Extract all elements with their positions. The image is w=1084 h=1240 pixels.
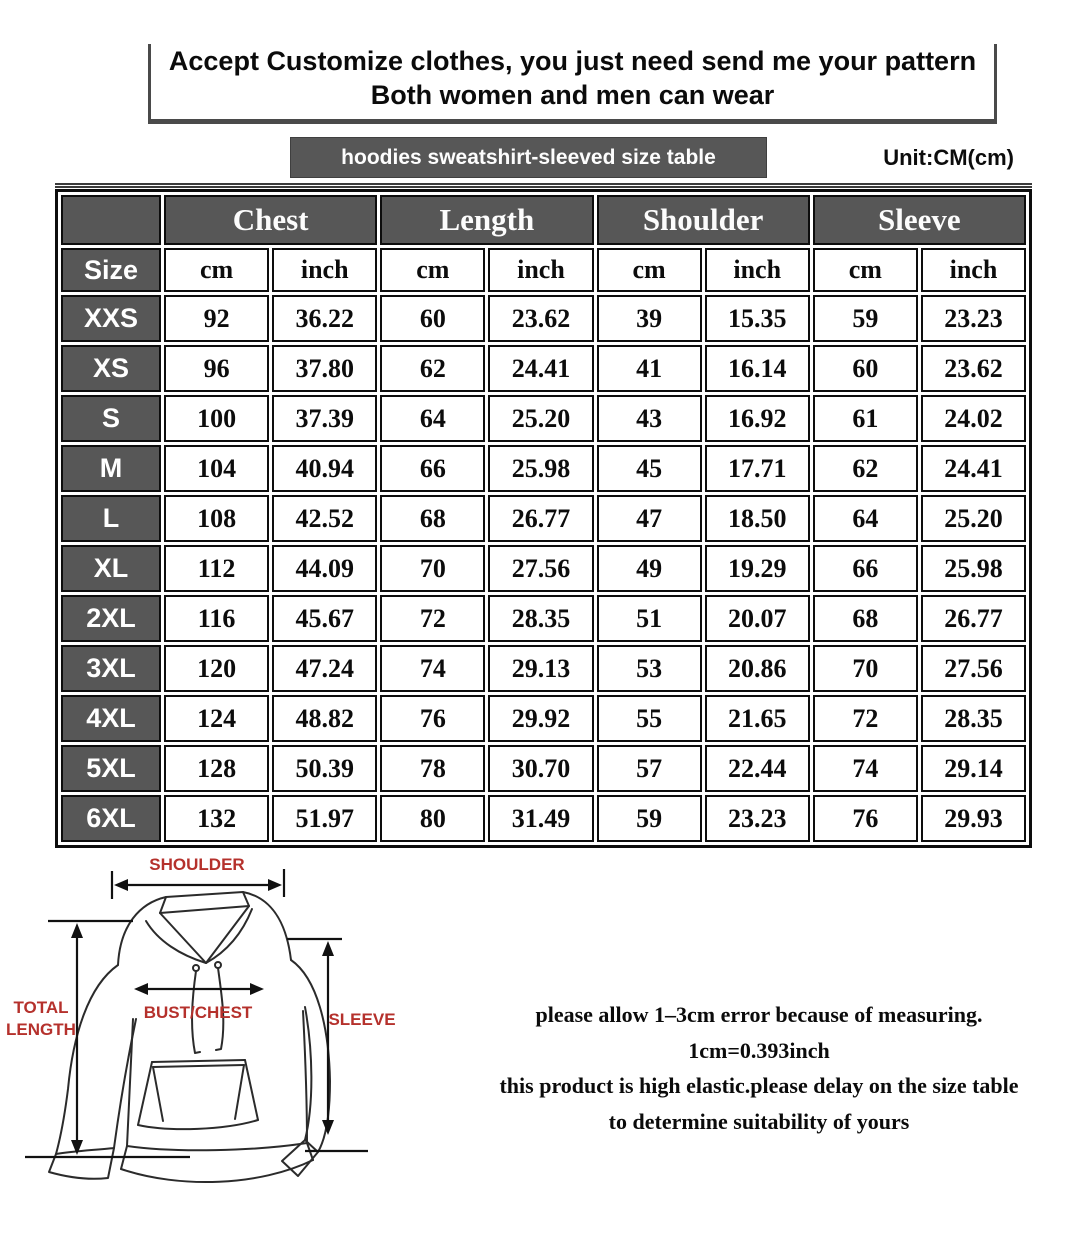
value-cell: 30.70	[488, 745, 593, 792]
table-row	[61, 495, 1026, 542]
table-banner: hoodies sweatshirt-sleeved size table	[290, 137, 767, 178]
value-cell: 36.22	[272, 295, 377, 342]
value-cell: 26.77	[488, 495, 593, 542]
shoulder-label: SHOULDER	[149, 855, 245, 875]
value-cell: 25.20	[488, 395, 593, 442]
value-cell: 51	[597, 595, 702, 642]
table-row	[61, 795, 1026, 842]
table-row	[61, 295, 1026, 342]
value-cell: 49	[597, 545, 702, 592]
sleeve-label: SLEEVE	[328, 1010, 396, 1030]
value-cell: 74	[813, 745, 918, 792]
table-row	[61, 595, 1026, 642]
value-cell: 29.14	[921, 745, 1026, 792]
value-cell: 28.35	[921, 695, 1026, 742]
value-cell: 37.39	[272, 395, 377, 442]
size-cell: XS	[61, 345, 161, 392]
table-row	[61, 645, 1026, 692]
value-cell: 27.56	[921, 645, 1026, 692]
value-cell: 16.14	[705, 345, 810, 392]
value-cell: 23.23	[705, 795, 810, 842]
value-cell: 47	[597, 495, 702, 542]
value-cell: 16.92	[705, 395, 810, 442]
value-cell: 23.23	[921, 295, 1026, 342]
table-row	[61, 345, 1026, 392]
value-cell: 18.50	[705, 495, 810, 542]
note-line-2: 1cm=0.393inch	[688, 1037, 830, 1063]
title-bracket	[148, 44, 997, 124]
hoodie-outline	[49, 892, 330, 1182]
sub-header-cell: inch	[272, 248, 377, 292]
value-cell: 37.80	[272, 345, 377, 392]
value-cell: 61	[813, 395, 918, 442]
value-cell: 26.77	[921, 595, 1026, 642]
value-cell: 72	[813, 695, 918, 742]
size-table	[55, 189, 1032, 848]
value-cell: 29.92	[488, 695, 593, 742]
title-line-1: Accept Customize clothes, you just need send me your pattern	[168, 46, 977, 76]
value-cell: 19.29	[705, 545, 810, 592]
value-cell: 55	[597, 695, 702, 742]
sub-header-cell: cm	[164, 248, 269, 292]
size-chart-page	[0, 44, 1084, 1240]
value-cell: 108	[164, 495, 269, 542]
value-cell: 96	[164, 345, 269, 392]
value-cell: 78	[380, 745, 485, 792]
value-cell: 112	[164, 545, 269, 592]
group-header-length: Length	[380, 195, 593, 245]
value-cell: 15.35	[705, 295, 810, 342]
value-cell: 40.94	[272, 445, 377, 492]
group-header-sleeve: Sleeve	[813, 195, 1026, 245]
value-cell: 62	[813, 445, 918, 492]
hoodie-drawing	[0, 849, 452, 1195]
value-cell: 48.82	[272, 695, 377, 742]
value-cell: 57	[597, 745, 702, 792]
note-line-1: please allow 1–3cm error because of measuring.	[535, 1002, 983, 1028]
unit-label: Unit:CM(cm)	[883, 144, 1014, 170]
value-cell: 80	[380, 795, 485, 842]
table-row	[61, 745, 1026, 792]
sub-header-cell: inch	[705, 248, 810, 292]
size-cell: 3XL	[61, 645, 161, 692]
corner-cell	[61, 195, 161, 245]
value-cell: 124	[164, 695, 269, 742]
value-cell: 17.71	[705, 445, 810, 492]
value-cell: 21.65	[705, 695, 810, 742]
value-cell: 23.62	[488, 295, 593, 342]
value-cell: 76	[380, 695, 485, 742]
total-length-label-line1: TOTAL	[13, 998, 69, 1018]
value-cell: 25.20	[921, 495, 1026, 542]
total-length-label-line2: LENGTH	[6, 1020, 76, 1040]
value-cell: 59	[813, 295, 918, 342]
title-line-2: Both women and men can wear	[370, 80, 775, 111]
measuring-notes	[452, 997, 1084, 1200]
value-cell: 120	[164, 645, 269, 692]
value-cell: 70	[380, 545, 485, 592]
sub-header-cell: inch	[921, 248, 1026, 292]
value-cell: 64	[380, 395, 485, 442]
value-cell: 23.62	[921, 345, 1026, 392]
value-cell: 128	[164, 745, 269, 792]
value-cell: 25.98	[921, 545, 1026, 592]
value-cell: 42.52	[272, 495, 377, 542]
value-cell: 66	[813, 545, 918, 592]
size-cell: L	[61, 495, 161, 542]
group-header-chest: Chest	[164, 195, 377, 245]
size-cell: 6XL	[61, 795, 161, 842]
sub-header-cell: cm	[380, 248, 485, 292]
value-cell: 60	[380, 295, 485, 342]
value-cell: 92	[164, 295, 269, 342]
value-cell: 64	[813, 495, 918, 542]
hoodie-measurement-diagram	[0, 849, 452, 1200]
value-cell: 25.98	[488, 445, 593, 492]
value-cell: 116	[164, 595, 269, 642]
value-cell: 31.49	[488, 795, 593, 842]
value-cell: 43	[597, 395, 702, 442]
value-cell: 41	[597, 345, 702, 392]
value-cell: 44.09	[272, 545, 377, 592]
value-cell: 60	[813, 345, 918, 392]
note-line-4: to determine suitability of yours	[608, 1108, 910, 1134]
value-cell: 50.39	[272, 745, 377, 792]
value-cell: 53	[597, 645, 702, 692]
size-cell: XL	[61, 545, 161, 592]
table-row	[61, 395, 1026, 442]
table-top-rule	[55, 183, 1032, 188]
value-cell: 29.13	[488, 645, 593, 692]
sub-header-cell: inch	[488, 248, 593, 292]
value-cell: 20.86	[705, 645, 810, 692]
table-row	[61, 445, 1026, 492]
diagram-labels	[6, 855, 395, 1039]
value-cell: 24.41	[488, 345, 593, 392]
value-cell: 74	[380, 645, 485, 692]
value-cell: 39	[597, 295, 702, 342]
value-cell: 24.41	[921, 445, 1026, 492]
size-table-wrap	[55, 183, 1032, 848]
value-cell: 70	[813, 645, 918, 692]
value-cell: 104	[164, 445, 269, 492]
value-cell: 59	[597, 795, 702, 842]
value-cell: 28.35	[488, 595, 593, 642]
value-cell: 20.07	[705, 595, 810, 642]
value-cell: 62	[380, 345, 485, 392]
size-cell: 4XL	[61, 695, 161, 742]
bust-chest-label: BUST/CHEST	[143, 1003, 253, 1023]
size-cell: XXS	[61, 295, 161, 342]
sub-header-cell: cm	[597, 248, 702, 292]
sub-header-row	[61, 248, 1026, 292]
value-cell: 132	[164, 795, 269, 842]
group-header-row	[61, 195, 1026, 245]
value-cell: 76	[813, 795, 918, 842]
value-cell: 47.24	[272, 645, 377, 692]
note-line-3: this product is high elastic.please delay on the size table	[499, 1073, 1019, 1099]
value-cell: 45.67	[272, 595, 377, 642]
banner-row	[0, 137, 1084, 178]
size-cell: 2XL	[61, 595, 161, 642]
value-cell: 27.56	[488, 545, 593, 592]
size-cell: M	[61, 445, 161, 492]
value-cell: 51.97	[272, 795, 377, 842]
size-cell: S	[61, 395, 161, 442]
value-cell: 72	[380, 595, 485, 642]
value-cell: 66	[380, 445, 485, 492]
size-cell: 5XL	[61, 745, 161, 792]
group-header-shoulder: Shoulder	[597, 195, 810, 245]
value-cell: 68	[813, 595, 918, 642]
sub-header-cell: cm	[813, 248, 918, 292]
table-row	[61, 695, 1026, 742]
value-cell: 45	[597, 445, 702, 492]
table-row	[61, 545, 1026, 592]
bottom-section	[0, 849, 1084, 1200]
size-header: Size	[61, 248, 161, 292]
value-cell: 68	[380, 495, 485, 542]
value-cell: 29.93	[921, 795, 1026, 842]
value-cell: 100	[164, 395, 269, 442]
value-cell: 24.02	[921, 395, 1026, 442]
value-cell: 22.44	[705, 745, 810, 792]
